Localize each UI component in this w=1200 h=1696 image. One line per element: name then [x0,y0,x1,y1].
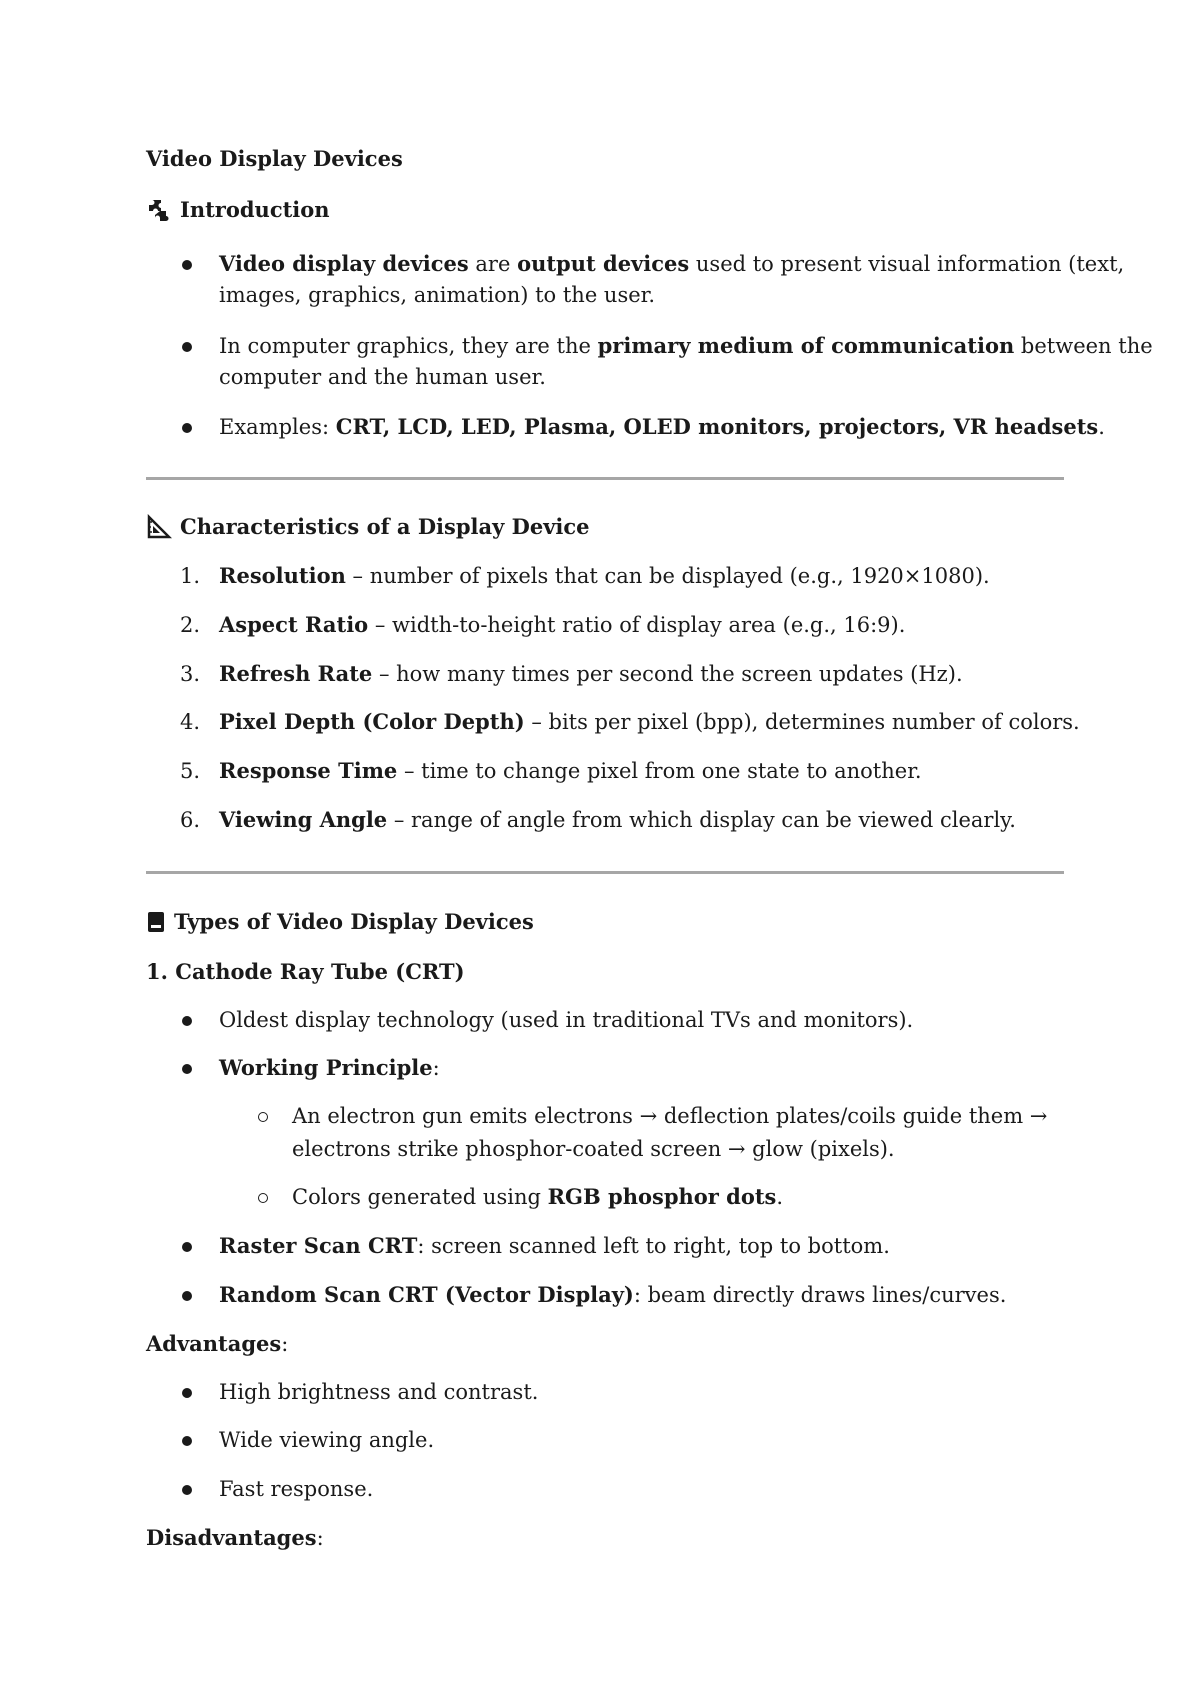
advantage-item: Fast response. [219,1477,374,1501]
intro-bullet-1-line2: images, graphics, animation) to the user. [219,283,656,307]
text: . [1098,415,1105,439]
list-number: 4. [180,710,201,734]
term: primary medium of communication [597,333,1015,358]
crt-bullet-4 [219,1279,1006,1311]
triangle-ruler-icon [146,514,172,540]
term: Advantages [146,1331,282,1356]
types-heading-text: Types of Video Display Devices [174,909,534,934]
term: Refresh Rate [219,661,373,686]
term: Pixel Depth (Color Depth) [219,709,525,734]
characteristic-item [219,609,905,641]
crt-bullet-1: Oldest display technology (used in traditional TVs and monitors). [219,1008,914,1032]
term: Aspect Ratio [219,612,369,637]
characteristic-item [219,560,990,592]
text: : beam directly draws lines/curves. [633,1283,1007,1307]
section-divider [146,871,1064,874]
text: – range of angle from which display can be viewed clearly. [387,808,1016,832]
list-number: 1. [180,564,201,588]
intro-bullet-3 [219,411,1105,443]
term: Response Time [219,758,398,783]
advantages-label [146,1328,288,1360]
bullet-dot [182,342,192,352]
characteristic-item [219,658,963,690]
bullet-dot [182,1242,192,1252]
term: Video display devices [219,251,469,276]
intro-bullet-2-line2: computer and the human user. [219,365,546,389]
list-number: 5. [180,759,201,783]
characteristic-item [219,804,1016,836]
list-number: 2. [180,613,201,637]
bullet-dot [182,1485,192,1495]
bullet-dot [182,1436,192,1446]
text: – time to change pixel from one state to another. [397,759,922,783]
text: . [776,1185,784,1209]
advantage-item: High brightness and contrast. [219,1380,539,1404]
sub-bullet [258,1193,268,1203]
list-number: 6. [180,808,201,832]
text: – number of pixels that can be displayed (e.g., 1920×1080). [345,564,990,588]
text: Examples: [219,415,336,439]
term: RGB phosphor dots [547,1184,777,1209]
text: – width-to-height ratio of display area (e.g., 16:9). [368,613,906,637]
bullet-dot [182,1388,192,1398]
term: Random Scan CRT (Vector Display) [219,1282,634,1307]
characteristics-heading-text: Characteristics of a Display Device [180,514,590,539]
intro-bullet-2 [219,330,1153,362]
text: – how many times per second the screen updates (Hz). [372,662,963,686]
term: Raster Scan CRT [219,1233,418,1258]
bullet-dot [182,423,192,433]
text: used to present visual information (text, [689,252,1125,276]
text: : [432,1056,440,1080]
intro-bullet-1 [219,248,1124,280]
text: Colors generated using [292,1185,548,1209]
text: are [468,252,518,276]
section-divider [146,477,1064,480]
term: CRT, LCD, LED, Plasma, OLED monitors, projectors, VR headsets [335,414,1099,439]
disadvantages-label [146,1522,324,1554]
intro-heading-text: Introduction [180,197,330,222]
text: : screen scanned left to right, top to bottom. [417,1234,890,1258]
crt-sub-bullet-1-line2: electrons strike phosphor-coated screen → glow (pixels). [292,1137,895,1161]
crt-bullet-3 [219,1230,890,1262]
bullet-dot [182,1016,192,1026]
term: Viewing Angle [219,807,388,832]
intro-heading [146,194,330,226]
text: between the [1014,334,1153,358]
text: : [281,1332,289,1356]
advantage-item: Wide viewing angle. [219,1428,435,1452]
crt-sub-bullet-1: An electron gun emits electrons → deflection plates/coils guide them → [292,1104,1048,1128]
text: : [316,1526,324,1550]
characteristic-item [219,706,1080,738]
term: output devices [517,251,690,276]
document-title: Video Display Devices [146,146,403,171]
crt-sub-bullet-2 [292,1181,783,1213]
text: – bits per pixel (bpp), determines number of colors. [524,710,1080,734]
term: Resolution [219,563,346,588]
bullet-dot [182,1064,192,1074]
list-number: 3. [180,662,201,686]
crt-bullet-2 [219,1052,440,1084]
crt-heading: 1. Cathode Ray Tube (CRT) [146,959,465,984]
bullet-dot [182,260,192,270]
text: In computer graphics, they are the [219,334,598,358]
term: Disadvantages [146,1525,317,1550]
characteristic-item [219,755,922,787]
term: Working Principle [219,1055,433,1080]
characteristics-heading [146,511,590,543]
monitor-icon [146,909,166,935]
bullet-dot [182,1291,192,1301]
types-heading [146,906,534,938]
sub-bullet [258,1112,268,1122]
puzzle-icon [146,197,172,223]
